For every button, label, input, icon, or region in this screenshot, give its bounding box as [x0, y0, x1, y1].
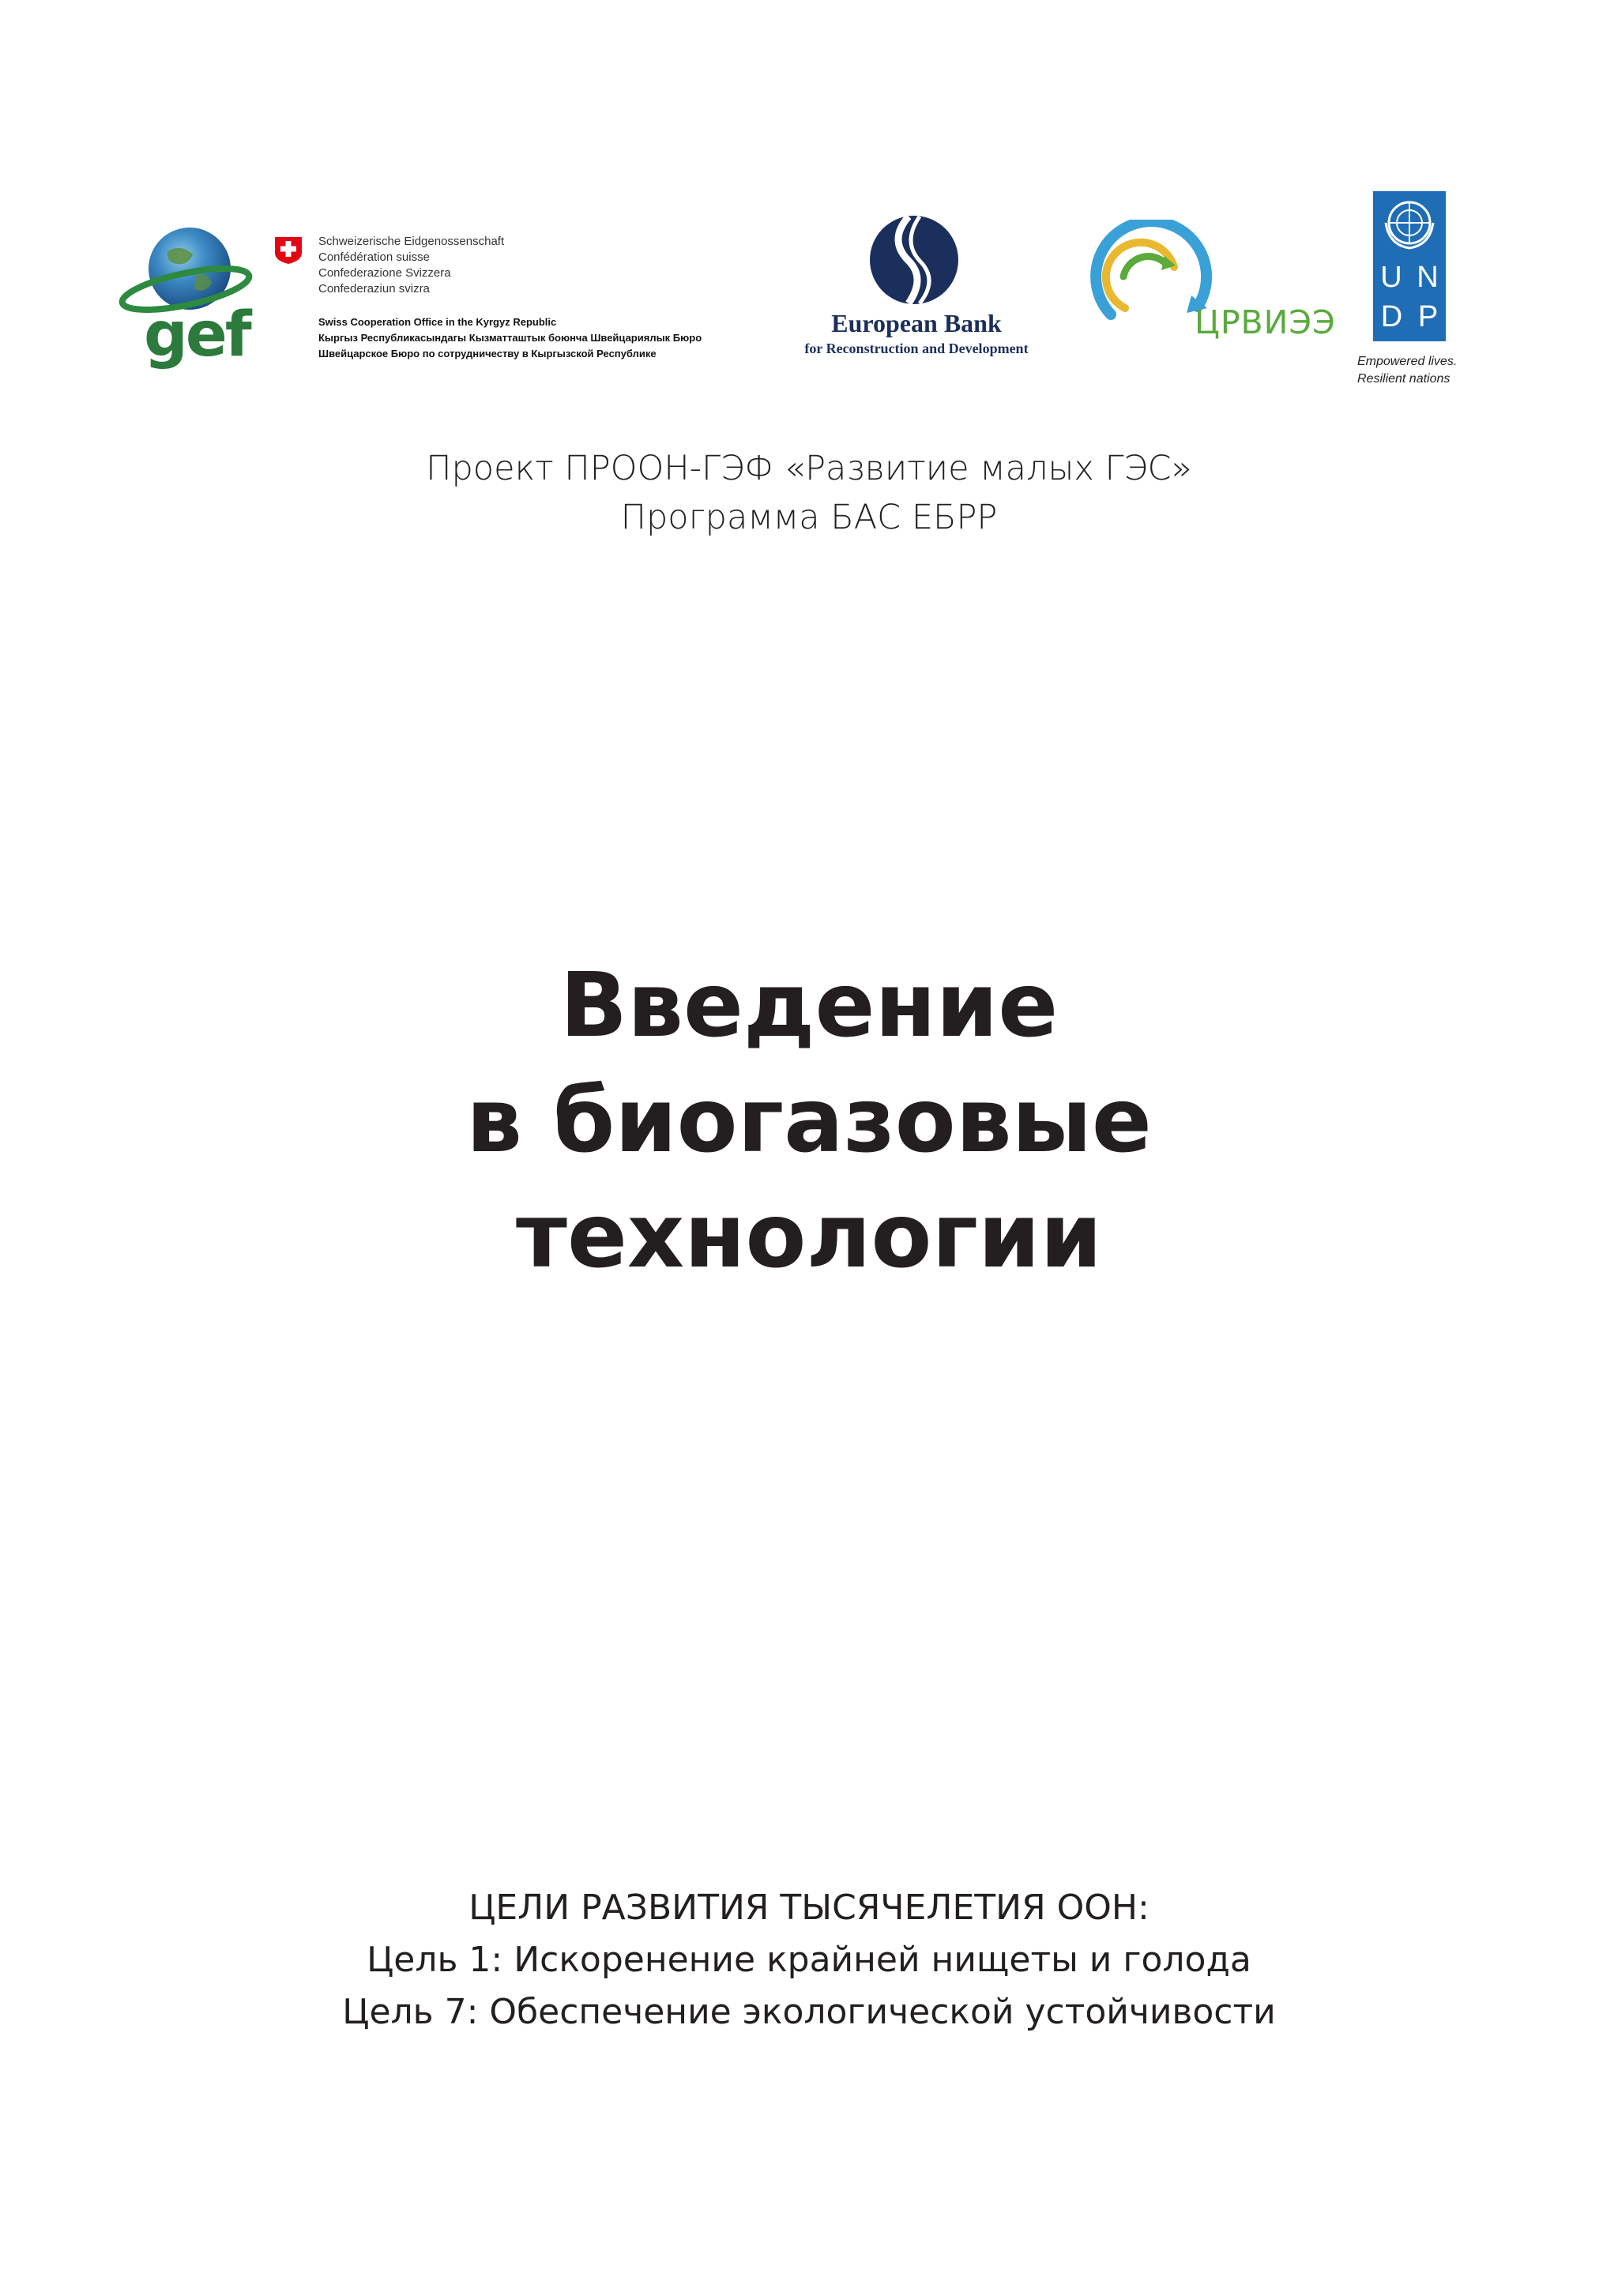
undp-tagline	[1357, 353, 1468, 388]
gef-wordmark: gef	[144, 299, 250, 371]
swiss-name-fr: Confédération suisse	[318, 250, 430, 264]
ebrd-name	[758, 308, 1074, 359]
undp-letter-u: U	[1380, 261, 1402, 294]
swiss-office-names	[318, 314, 702, 362]
swiss-confederation-names	[318, 234, 504, 297]
ebrd-logo	[867, 213, 961, 307]
project-subtitle	[0, 444, 1618, 542]
title-line-2: в биогазовые	[466, 1070, 1152, 1172]
un-emblem-icon	[1373, 191, 1446, 254]
swiss-name-it: Confederazione Svizzera	[318, 266, 451, 280]
ebrd-title: European Bank	[831, 309, 1002, 337]
undp-letter-n: N	[1417, 261, 1439, 294]
undp-letter-p: P	[1417, 300, 1439, 333]
crv-wordmark: ЦРВИЭЭ	[1195, 303, 1336, 341]
goal-7: Цель 7: Обеспечение экологической устойчивости	[342, 1992, 1276, 2032]
ebrd-subtitle: for Reconstruction and Development	[804, 341, 1029, 356]
undp-letter-d: D	[1380, 300, 1403, 333]
goal-1: Цель 1: Искоренение крайней нищеты и голода	[367, 1940, 1251, 1980]
undp-tagline-1: Empowered lives.	[1357, 355, 1458, 368]
title-line-1: Введение	[559, 954, 1059, 1057]
swiss-office-en: Swiss Cooperation Office in the Kyrgyz Republic	[318, 316, 557, 328]
swiss-office-ky: Кыргыз Республикасындагы Кызматташтык боюнча Швейцариялык Бюро	[318, 332, 702, 344]
project-line-2: Программа БАС ЕБРР	[620, 498, 998, 537]
mdg-goals	[0, 1882, 1618, 2038]
swiss-office-ru: Швейцарское Бюро по сотрудничеству в Кыргызской Республике	[318, 348, 657, 359]
document-title	[0, 948, 1618, 1294]
swiss-name-rm: Confederaziun svizra	[318, 282, 430, 295]
undp-letters	[1373, 258, 1446, 337]
undp-tagline-2: Resilient nations	[1357, 372, 1451, 386]
title-line-3: технологии	[516, 1185, 1102, 1288]
swiss-flag-icon	[273, 235, 303, 265]
swiss-name-de: Schweizerische Eidgenossenschaft	[318, 235, 505, 248]
goals-heading: ЦЕЛИ РАЗВИТИЯ ТЫСЯЧЕЛЕТИЯ ООН:	[468, 1888, 1150, 1928]
project-line-1: Проект ПРООН-ГЭФ «Развитие малых ГЭС»	[426, 449, 1192, 488]
